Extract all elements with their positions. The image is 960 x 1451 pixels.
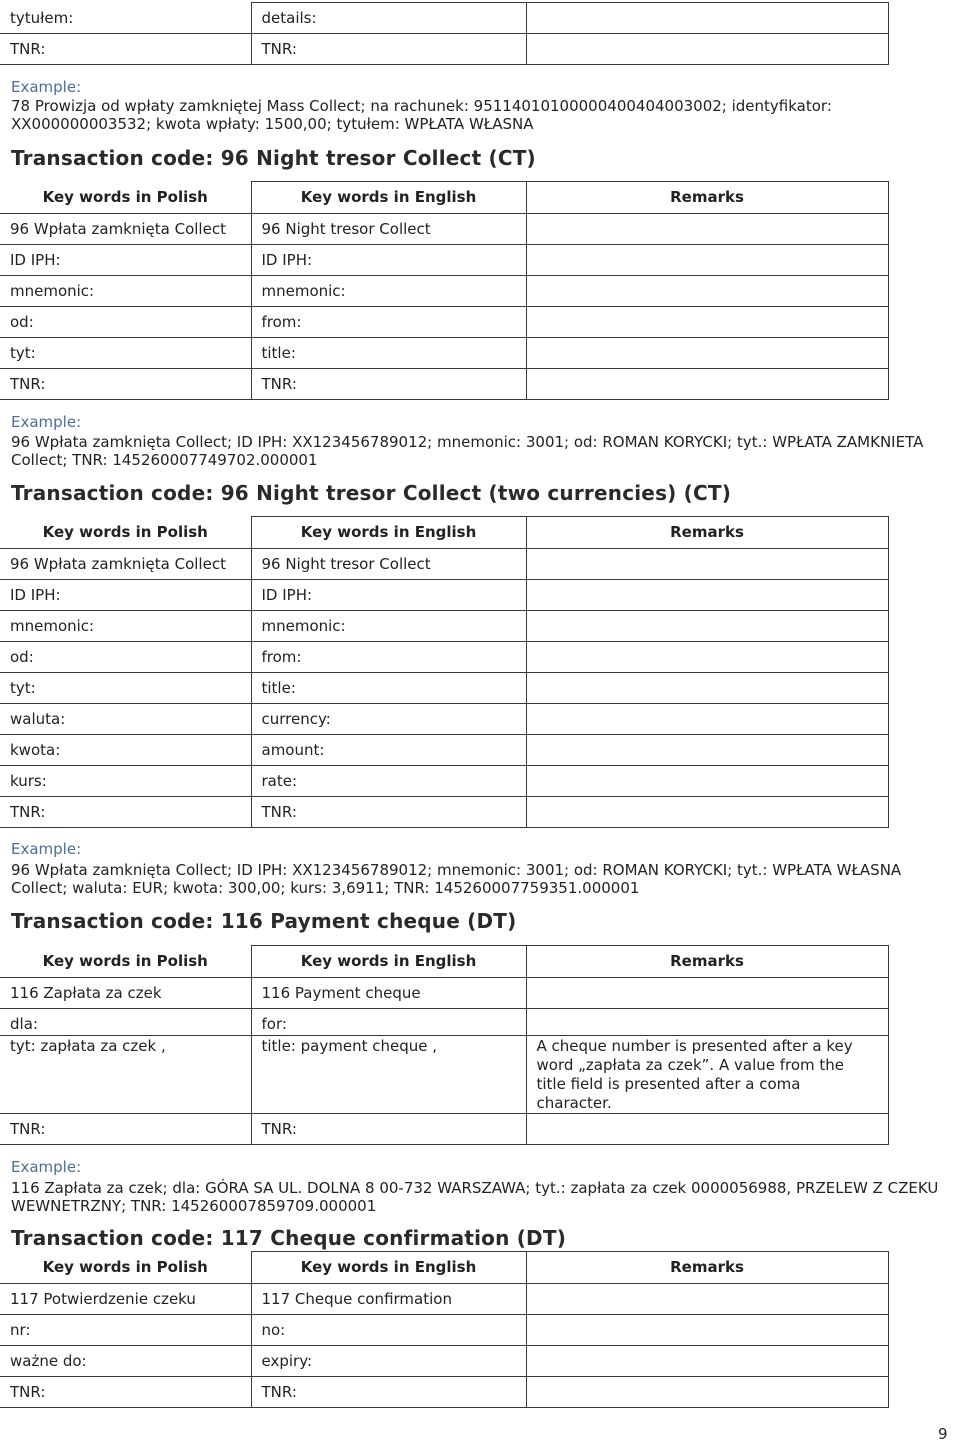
- remarks-cell: [526, 214, 888, 245]
- polish-keyword: kurs:: [0, 766, 251, 797]
- polish-keyword: TNR:: [0, 1114, 251, 1145]
- table-row: [0, 34, 888, 65]
- remarks-cell: [526, 307, 888, 338]
- english-keyword: no:: [251, 1315, 526, 1346]
- table-header-row: [0, 1252, 888, 1284]
- polish-keyword: od:: [0, 642, 251, 673]
- remarks-cell: [526, 1315, 888, 1346]
- polish-keyword: TNR:: [0, 1377, 251, 1408]
- remarks-cell: A cheque number is presented after a key word „zapłata za czek”. A value from the title field is presented after a coma character.: [526, 1036, 888, 1114]
- column-header-polish: Key words in Polish: [0, 946, 251, 978]
- remarks-cell: [526, 1009, 888, 1036]
- english-keyword: mnemonic:: [251, 611, 526, 642]
- english-keyword: title: payment cheque ,: [251, 1036, 526, 1114]
- polish-keyword: TNR:: [0, 369, 251, 400]
- column-header-remarks: Remarks: [526, 182, 888, 214]
- polish-keyword: ważne do:: [0, 1346, 251, 1377]
- column-header-remarks: Remarks: [526, 946, 888, 978]
- polish-keyword: dla:: [0, 1009, 251, 1036]
- table-row: [0, 307, 888, 338]
- table-row: [0, 642, 888, 673]
- english-keyword: mnemonic:: [251, 276, 526, 307]
- column-header-polish: Key words in Polish: [0, 517, 251, 549]
- english-keyword: amount:: [251, 735, 526, 766]
- remarks-cell: [526, 797, 888, 828]
- example-label: Example:: [11, 1158, 82, 1176]
- table-row: [0, 580, 888, 611]
- keyword-table: [0, 181, 889, 400]
- remarks-cell: [526, 611, 888, 642]
- remarks-cell: [526, 549, 888, 580]
- polish-keyword: nr:: [0, 1315, 251, 1346]
- section-heading: Transaction code: 96 Night tresor Collect (CT): [11, 146, 536, 170]
- table-row: [0, 245, 888, 276]
- column-header-english: Key words in English: [251, 1252, 526, 1284]
- remarks-cell: [526, 580, 888, 611]
- polish-keyword: kwota:: [0, 735, 251, 766]
- table-cell: [526, 3, 888, 34]
- remarks-cell: [526, 1377, 888, 1408]
- table-row: [0, 978, 888, 1009]
- table-row: [0, 1377, 888, 1408]
- keyword-table: [0, 945, 889, 1145]
- example-text: 116 Zapłata za czek; dla: GÓRA SA UL. DOLNA 8 00-732 WARSZAWA; tyt.: zapłata za czek 0000056988, PRZELEW Z CZEKU WEWNETRZNY; TNR: 145260007859709.000001: [11, 1179, 939, 1215]
- polish-keyword: 116 Zapłata za czek: [0, 978, 251, 1009]
- table-row: [0, 1036, 888, 1114]
- english-keyword: ID IPH:: [251, 580, 526, 611]
- column-header-remarks: Remarks: [526, 1252, 888, 1284]
- polish-keyword: 96 Wpłata zamknięta Collect: [0, 214, 251, 245]
- table-row: [0, 276, 888, 307]
- example-label: Example:: [11, 840, 82, 858]
- table-row: [0, 1009, 888, 1036]
- table-row: [0, 673, 888, 704]
- remarks-cell: [526, 1284, 888, 1315]
- column-header-remarks: Remarks: [526, 517, 888, 549]
- column-header-english: Key words in English: [251, 946, 526, 978]
- polish-keyword: waluta:: [0, 704, 251, 735]
- english-keyword: TNR:: [251, 369, 526, 400]
- english-keyword: 96 Night tresor Collect: [251, 214, 526, 245]
- table-row: [0, 549, 888, 580]
- table-row: [0, 338, 888, 369]
- table-cell: TNR:: [251, 34, 526, 65]
- remarks-cell: [526, 978, 888, 1009]
- column-header-english: Key words in English: [251, 182, 526, 214]
- example-label: Example:: [11, 413, 82, 431]
- english-keyword: TNR:: [251, 797, 526, 828]
- section-heading: Transaction code: 96 Night tresor Collect (two currencies) (CT): [11, 481, 732, 505]
- table-row: [0, 611, 888, 642]
- section-heading: Transaction code: 117 Cheque confirmation (DT): [11, 1226, 567, 1250]
- polish-keyword: tyt: zapłata za czek ,: [0, 1036, 251, 1114]
- table-row: [0, 214, 888, 245]
- remarks-cell: [526, 369, 888, 400]
- column-header-polish: Key words in Polish: [0, 182, 251, 214]
- table-row: [0, 766, 888, 797]
- page-number: 9: [938, 1425, 948, 1443]
- remarks-cell: [526, 1114, 888, 1145]
- english-keyword: TNR:: [251, 1114, 526, 1145]
- english-keyword: 116 Payment cheque: [251, 978, 526, 1009]
- english-keyword: 117 Cheque confirmation: [251, 1284, 526, 1315]
- example-text: 96 Wpłata zamknięta Collect; ID IPH: XX123456789012; mnemonic: 3001; od: ROMAN KORYCKI; tyt.: WPŁATA ZAMKNIETA Collect; TNR: 145260007749702.000001: [11, 433, 924, 469]
- english-keyword: rate:: [251, 766, 526, 797]
- english-keyword: expiry:: [251, 1346, 526, 1377]
- table-row: [0, 1346, 888, 1377]
- remarks-cell: [526, 766, 888, 797]
- polish-keyword: TNR:: [0, 797, 251, 828]
- remarks-cell: [526, 276, 888, 307]
- example-label: Example:: [11, 78, 82, 96]
- polish-keyword: ID IPH:: [0, 580, 251, 611]
- remarks-cell: [526, 642, 888, 673]
- remarks-cell: [526, 704, 888, 735]
- table-cell: details:: [251, 3, 526, 34]
- table-header-row: [0, 182, 888, 214]
- column-header-polish: Key words in Polish: [0, 1252, 251, 1284]
- polish-keyword: 117 Potwierdzenie czeku: [0, 1284, 251, 1315]
- table-row: [0, 735, 888, 766]
- example-text: 96 Wpłata zamknięta Collect; ID IPH: XX123456789012; mnemonic: 3001; od: ROMAN KORYCKI; tyt.: WPŁATA WŁASNA Collect; waluta: EUR; kwota: 300,00; kurs: 3,6911; TNR: 145260007759351.000001: [11, 861, 902, 897]
- remarks-cell: [526, 673, 888, 704]
- english-keyword: ID IPH:: [251, 245, 526, 276]
- english-keyword: currency:: [251, 704, 526, 735]
- table-header-row: [0, 946, 888, 978]
- table-row: [0, 369, 888, 400]
- table-row: [0, 1315, 888, 1346]
- polish-keyword: od:: [0, 307, 251, 338]
- remarks-cell: [526, 245, 888, 276]
- english-keyword: 96 Night tresor Collect: [251, 549, 526, 580]
- english-keyword: title:: [251, 673, 526, 704]
- remarks-cell: [526, 1346, 888, 1377]
- table-row: [0, 3, 888, 34]
- polish-keyword: tyt:: [0, 338, 251, 369]
- table-row: [0, 704, 888, 735]
- continuation-table: [0, 2, 889, 65]
- remarks-cell: [526, 338, 888, 369]
- keyword-table: [0, 1251, 889, 1408]
- polish-keyword: 96 Wpłata zamknięta Collect: [0, 549, 251, 580]
- table-cell: [526, 34, 888, 65]
- table-row: [0, 797, 888, 828]
- polish-keyword: ID IPH:: [0, 245, 251, 276]
- english-keyword: from:: [251, 307, 526, 338]
- table-cell: TNR:: [0, 34, 251, 65]
- remarks-cell: [526, 735, 888, 766]
- table-row: [0, 1114, 888, 1145]
- column-header-english: Key words in English: [251, 517, 526, 549]
- english-keyword: from:: [251, 642, 526, 673]
- section-heading: Transaction code: 116 Payment cheque (DT): [11, 909, 517, 933]
- polish-keyword: mnemonic:: [0, 611, 251, 642]
- table-row: [0, 1284, 888, 1315]
- table-header-row: [0, 517, 888, 549]
- english-keyword: for:: [251, 1009, 526, 1036]
- english-keyword: TNR:: [251, 1377, 526, 1408]
- keyword-table: [0, 516, 889, 828]
- polish-keyword: tyt:: [0, 673, 251, 704]
- example-text: 78 Prowizja od wpłaty zamkniętej Mass Collect; na rachunek: 95114010100000400404003002; identyfikator: XX000000003532; kwota wpłaty: 1500,00; tytułem: WPŁATA WŁASNA: [11, 97, 832, 133]
- polish-keyword: mnemonic:: [0, 276, 251, 307]
- table-cell: tytułem:: [0, 3, 251, 34]
- english-keyword: title:: [251, 338, 526, 369]
